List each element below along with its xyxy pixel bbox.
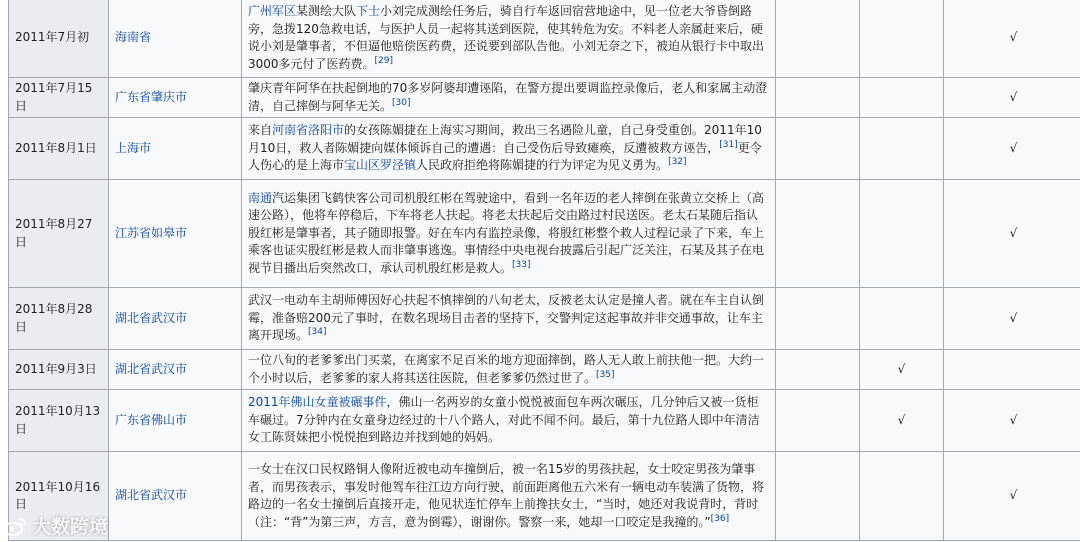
wiki-link[interactable]: 南通 [248,190,273,205]
description-text: 一女士在汉口民权路铜人像附近被电动车撞倒后，被一名15岁的男孩扶起，女士咬定男孩为肇事者，而男孩表示，事发时他驾车往江边方向行驶，前面距离他五六米有一辆电动车装满了货物，将路边的一名女士撞倒后直接开走，他见状连忙停车上前搀扶女士，“当时，她还对我说背时，背时（注：“背”为第三声，方言，意为倒霉），谢谢你。警察一来，她却一口咬定是我撞的。” [248,462,765,529]
description-text: 一位八旬的老爹爹出门买菜，在离家不足百米的地方迎面摔倒，路人无人敢上前扶他一把。大约一个小时以后，老爹爹的家人将其送往医院，但老爹爹仍然过世了。 [248,353,765,385]
citation-link[interactable]: [33] [512,259,531,270]
location-link[interactable]: 海南省 [115,30,152,45]
location-link[interactable]: 湖北省武汉市 [115,488,188,503]
check-cell-col-a [776,0,860,78]
description-text: ，佛山一名两岁的女童小悦悦被面包车两次碾压，几分钟后又被一货柜车碾过。7分钟内在女童身边经过的十八个路人，对此不闻不问。最后，第十九位路人即中年清洁女工陈贤妹把小悦悦抱到路边并找到她的妈妈。 [248,395,760,445]
wiki-link[interactable]: 下士 [356,4,381,18]
citation-ref[interactable] [719,140,737,150]
table-row [9,350,1080,390]
citation-link[interactable]: [29] [374,55,394,66]
location-cell [109,180,242,288]
description-cell [242,288,776,350]
table-row [9,452,1080,541]
description-text: 来自 [248,123,273,138]
description-text: 人民政府拒绝将陈媚捷的行为评定为见义勇为。 [416,158,669,173]
check-cell-col-b [860,78,944,118]
description-cell [242,452,776,541]
watermark [2,512,108,539]
description-text: 肇庆青年阿华在扶起倒地的70多岁阿婆却遭诬陷，在警方提出要调监控录像后，老人和家属主动澄清，自己摔倒与阿华无关。 [248,81,768,113]
wiki-link[interactable]: 宝山区 [344,158,381,173]
description-cell [242,78,776,118]
location-link[interactable]: 广东省佛山市 [115,412,188,427]
citation-ref[interactable] [512,260,530,270]
citation-link[interactable]: [35] [596,369,615,380]
weibo-logo-icon [2,515,28,537]
description-cell [242,180,776,288]
check-cell-col-a [776,78,860,118]
check-cell-col-c: √ [944,288,1080,350]
wiki-link[interactable]: 2011年佛山女童被碾事件 [248,395,387,410]
wiki-link[interactable]: 罗泾镇 [380,158,417,173]
citation-ref[interactable] [596,370,614,380]
check-cell-col-c: √ [944,0,1080,78]
description-cell [242,118,776,180]
citation-link[interactable]: [30] [392,97,411,108]
check-cell-col-a [776,390,860,452]
location-link[interactable]: 湖北省武汉市 [115,361,188,376]
check-cell-col-b [860,452,944,541]
location-cell [109,78,242,118]
location-cell [109,390,242,452]
check-cell-col-b: √ [860,390,944,452]
date-cell: 2011年8月28日 [9,288,109,350]
check-cell-col-b [860,118,944,180]
check-cell-col-c: √ [944,390,1080,452]
check-cell-col-a [776,180,860,288]
location-link[interactable]: 江苏省如皋市 [115,225,188,240]
description-text: 小刘完成测绘任务后，骑自行车返回宿营地途中，见一位老大爷昏倒路旁，急拨120急救电话，与医护人员一起将其送到医院，使其转危为安。不料老人亲属赶来后，硬说小刘是肇事者，不但逼他赔偿医药费，还说要到部队告他。小刘无奈之下，被迫从银行卡中取出3000多元付了医药费。 [248,4,765,71]
description-cell [242,350,776,390]
location-cell [109,0,242,78]
citation-ref[interactable] [668,157,686,167]
description-text: 某测绘大队 [296,4,357,18]
citation-link[interactable]: [34] [308,327,327,338]
check-cell-col-a [776,350,860,390]
location-cell [109,118,242,180]
table-row [9,0,1080,78]
citation-ref[interactable] [308,327,326,337]
check-cell-col-c: √ [944,180,1080,288]
check-cell-col-a [776,288,860,350]
location-link[interactable]: 上海市 [115,140,152,155]
check-cell-col-c: √ [944,452,1080,541]
date-cell: 2011年10月13日 [9,390,109,452]
description-text: 武汉一电动车主胡师傅因好心扶起不慎摔倒的八旬老太，反被老太认定是撞人者。就在车主自认倒霉，准备赔200元了事时，在数名现场目击者的坚持下，交警判定这起事故并非交通事故，让车主离开现场。 [248,293,765,343]
check-cell-col-c [944,350,1080,390]
check-cell-col-c: √ [944,78,1080,118]
location-link[interactable]: 广东省肇庆市 [115,89,188,104]
date-cell: 2011年7月15日 [9,78,109,118]
table-row [9,180,1080,288]
citation-ref[interactable] [711,514,729,524]
check-cell-col-b [860,0,944,78]
citation-link[interactable]: [32] [668,157,687,168]
table-row [9,288,1080,350]
check-cell-col-b: √ [860,350,944,390]
description-cell [242,390,776,452]
date-cell: 2011年8月1日 [9,118,109,180]
table-row [9,78,1080,118]
location-cell [109,288,242,350]
description-text: 更令人伤心的是上海市 [248,140,762,173]
description-text: 汽运集团飞鹤快客公司司机殷红彬在驾驶途中，看到一名年迈的老人摔倒在张黄立交桥上（高速公路），他将车停稳后，下车将老人扶起。将老太扶起后交由路过村民送医。老太石某随后指认殷红彬是肇事者，其子随即报警。好在车内有监控录像，将殷红彬整个救人过程记录了下来，车上乘客也证实殷红彬是救人而非肇事逃逸。事情经中央电视台披露后引起广泛关注，石某及其子在电视节目播出后突然改口，承认司机殷红彬是救人。 [248,190,765,275]
description-cell [242,0,776,78]
wiki-link[interactable]: 广州军区 [248,4,297,18]
date-cell: 2011年7月初 [9,0,109,78]
citation-link[interactable]: [36] [710,513,730,524]
date-cell: 2011年8月27日 [9,180,109,288]
citation-ref[interactable] [375,56,393,66]
check-cell-col-b [860,288,944,350]
check-cell-col-b [860,180,944,288]
check-cell-col-a [776,118,860,180]
location-cell [109,452,242,541]
incident-table [8,0,1080,541]
check-cell-col-a [776,452,860,541]
wiki-link[interactable]: 河南省洛阳市 [272,123,345,138]
date-cell: 2011年9月3日 [9,350,109,390]
location-link[interactable]: 湖北省武汉市 [115,310,188,325]
table-row [9,118,1080,180]
description-text: 的女孩陈媚捷在上海实习期间，救出三名遇险儿童，自己身受重创。2011年10月10日，救人者陈媚捷向媒体倾诉自己的遭遇：自己受伤后导致瘫痪，反遭被救方诬告， [248,123,762,155]
watermark-text: 大数跨境 [32,516,109,538]
table-row [9,390,1080,452]
citation-link[interactable]: [31] [719,139,738,150]
check-cell-col-c: √ [944,118,1080,180]
location-cell [109,350,242,390]
date-cell: 2011年10月16日 [9,452,109,541]
citation-ref[interactable] [392,98,410,108]
